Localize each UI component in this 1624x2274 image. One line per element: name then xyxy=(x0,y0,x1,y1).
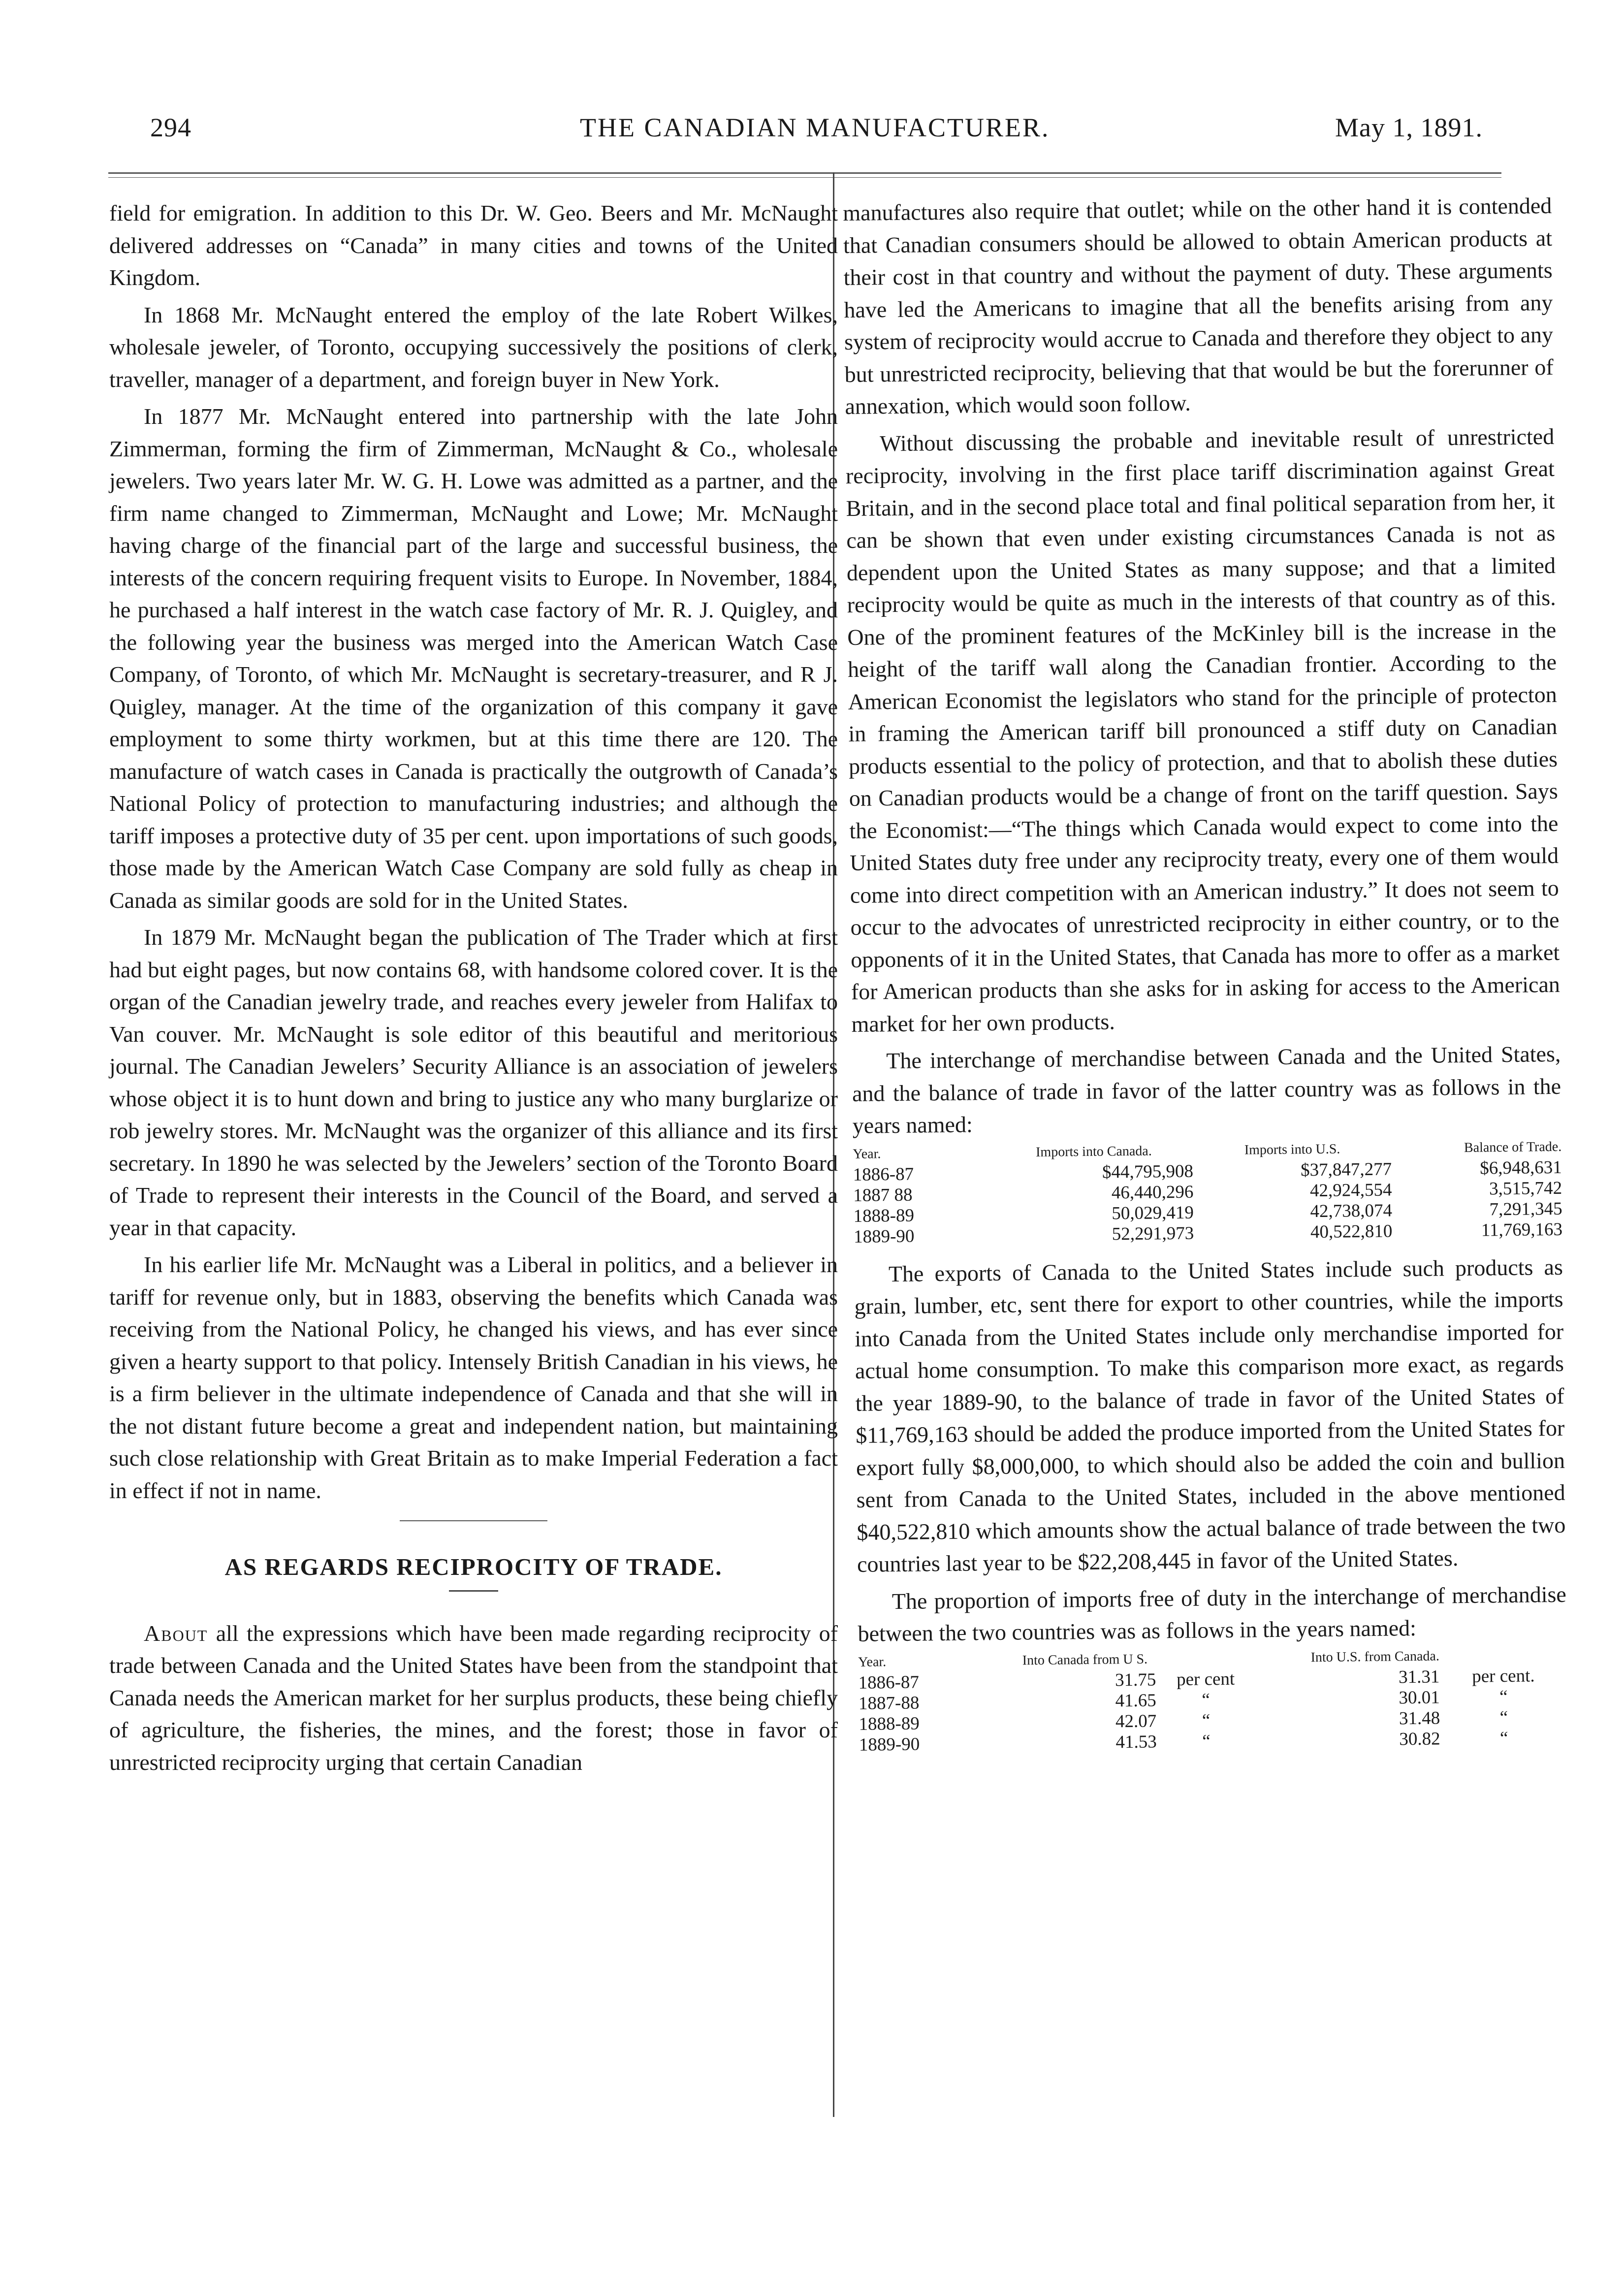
column-header xyxy=(1156,1651,1255,1669)
paragraph: The exports of Canada to the United States include such products as grain, lumber, etc, sent there for export to other countries, while the imports into Canada from the United States include only merchandise imported for actual home consumption. To make this comparison more exact, as regards the year 1889-90, to the balance of trade in favor of the United States of $11,769,163 should be added the produce imported from the United States for export fully $8,000,000, to which should also be added the coin and bullion sent from Canada to the United States, included in the above mentioned $40,522,810 which amounts show the actual balance of trade between the two countries last year to be $22,208,445 in favor of the United States. xyxy=(854,1254,1566,1577)
page-number: 294 xyxy=(150,113,191,142)
balance-of-trade-table xyxy=(853,1139,1562,1247)
table-cell: 1886-87 xyxy=(853,1164,914,1185)
table-cell: 42,924,554 xyxy=(1309,1179,1392,1201)
table-cell: 41.53 xyxy=(1115,1731,1157,1752)
table-cell: “ xyxy=(1202,1710,1210,1731)
table-cell: 31.48 xyxy=(1399,1707,1440,1729)
column-header: Imports into U.S. xyxy=(1244,1141,1340,1158)
table-cell: 41.65 xyxy=(1115,1690,1157,1711)
table-cell: “ xyxy=(1202,1689,1210,1710)
table-cell: 1889-90 xyxy=(859,1734,920,1755)
duty-free-imports-table xyxy=(858,1647,1568,1755)
left-column xyxy=(109,197,838,1778)
right-column xyxy=(843,190,1568,1766)
table-cell: 46,440,296 xyxy=(1111,1182,1194,1203)
table-cell: 52,291,973 xyxy=(1112,1223,1194,1244)
column-header: Year. xyxy=(853,1146,881,1162)
column-header: Into U.S. from Canada. xyxy=(1310,1648,1440,1665)
table-cell: 1889-90 xyxy=(853,1226,915,1247)
paragraph: In 1877 Mr. McNaught entered into partnership with the late John Zimmerman, forming the firm of Zimmerman, McNaught & Co., wholesale jewelers. Two years later Mr. W. G. H. Lowe was admitted as a partner, and the firm name changed to Zimmerman, McNaught and Lowe; Mr. McNaught having charge of the financial part of the large and successful business, the interests of the concern requiring frequent visits to Europe. In November, 1884, he purchased a half interest in the watch case factory of Mr. R. J. Quigley, and the following year the business was merged into the American Watch Case Company, of Toronto, of which Mr. McNaught is secretary-treasurer, and R J. Quigley, manager. At the time of the organization of this company it gave employment to some thirty workmen, but at this time there are 120. The manufacture of watch cases in Canada is practically the outgrowth of Canada’s National Policy of protection to manufacturing industries; and although the tariff imposes a protective duty of 35 per cent. upon importations of such goods, those made by the American Watch Case Company are sold fully as cheap in Canada as similar goods are sold for in the United States. xyxy=(109,404,838,913)
paragraph: The proportion of imports free of duty in the interchange of merchandise between the two countries was as follows in the years named: xyxy=(858,1581,1567,1646)
paragraph: In his earlier life Mr. McNaught was a Liberal in politics, and a believer in tariff for revenue only, but in 1883, observing the benefits which Canada was receiving from the National Policy, he changed his views, and has ever since given a hearty support to that policy. Intensely British Canadian in his views, he is a firm believer in the ultimate independence of Canada and that she will in the not distant future become a great and independent nation, but maintaining such close relationship with Great Britain as to make Imperial Federation a fact in effect if not in name. xyxy=(109,1252,838,1503)
paragraph: In 1868 Mr. McNaught entered the employ of the late Robert Wilkes, wholesale jeweler, of Toronto, occupying successively the positions of clerk, traveller, manager of a department, and foreign buyer in New York. xyxy=(109,302,838,392)
table-cell: 30.01 xyxy=(1399,1687,1440,1708)
table-cell: 1886-87 xyxy=(858,1672,920,1693)
table-cell: 1888-89 xyxy=(853,1205,915,1226)
table-cell: 30.82 xyxy=(1399,1728,1440,1749)
table-cell: “ xyxy=(1499,1686,1508,1707)
paragraph: field for emigration. In addition to this Dr. W. Geo. Beers and Mr. McNaught delivered addresses on “Canada” in many cities and towns of the United Kingdom. xyxy=(109,200,838,290)
table-cell: “ xyxy=(1499,1728,1508,1748)
column-header: Balance of Trade. xyxy=(1464,1139,1562,1155)
table-cell: per cent. xyxy=(1472,1665,1535,1687)
table-cell: 1888-89 xyxy=(859,1713,920,1734)
table-cell: 3,515,742 xyxy=(1489,1178,1562,1199)
section-paragraph-text: all the expressions which have been made regarding reciprocity of trade between Canada and the United States have been from the standpoint that Canada needs the American market for her surplus products, these being chiefly of agriculture, the fisheries, the mines, and the forest; those in favor of unrestricted reciprocity urging that certain Canadian xyxy=(109,1620,838,1775)
table-cell: 1887-88 xyxy=(858,1693,920,1714)
paragraph: manufactures also require that outlet; while on the other hand it is contended that Canadian consumers should be allowed to obtain American products at their cost in that country and without the payment of duty. These arguments have led the Americans to imagine that all the benefits arising from any system of reciprocity would accrue to Canada and therefore they object to any but unrestricted reciprocity, believing that that would be but the forerunner of annexation, which would soon follow. xyxy=(843,192,1554,419)
table-cell: per cent xyxy=(1176,1668,1235,1690)
table-cell: 50,029,419 xyxy=(1112,1202,1194,1223)
table-cell: 42.07 xyxy=(1115,1710,1157,1731)
section-separator xyxy=(400,1520,547,1521)
table-cell: 31.31 xyxy=(1398,1666,1440,1687)
table-cell: 1887 88 xyxy=(853,1185,913,1206)
table-cell: $37,847,277 xyxy=(1300,1158,1392,1180)
column-header: Into Canada from U S. xyxy=(1022,1651,1148,1668)
section-heading: AS REGARDS RECIPROCITY OF TRADE. xyxy=(224,1553,723,1580)
heading-underline xyxy=(449,1590,498,1592)
table-cell: 40,522,810 xyxy=(1310,1220,1393,1242)
table-cell: $44,795,908 xyxy=(1102,1161,1194,1183)
table-cell: 7,291,345 xyxy=(1489,1198,1562,1219)
column-header: Year. xyxy=(858,1654,887,1670)
paragraph: In 1879 Mr. McNaught began the publication of The Trader which at first had but eight pages, but now contains 68, with handsome colored cover. It is the organ of the Canadian jewelry trade, and reaches every jeweler from Halifax to Van couver. Mr. McNaught is sole editor of this beautiful and meritorious journal. The Canadian Jewelers’ Security Alliance is an association of jewelers whose object it is to hunt down and bring to justice any who many burglarize or rob jewelry stores. Mr. McNaught was the organizer of this alliance and its first secretary. In 1890 he was selected by the Jewelers’ section of the Toronto Board of Trade to represent their interests in the Council of the Board, and served a year in that capacity. xyxy=(109,925,838,1240)
paragraph: Without discussing the probable and inevitable result of unrestricted reciprocity, involving in the first place tariff discrimination against Great Britain, and in the second place total and final political separation from her, it can be shown that even under existing circumstances Canada is not as dependent upon the United States as many suppose; and that a limited reciprocity would be quite as much in the interests of that country as of this. One of the prominent features of the McKinley bill is the increase in the height of the tariff wall along the Canadian frontier. According to the American Economist the legislators who stand for the principle of protecton in framing the American tariff bill pronounced a stiff duty on Canadian products essential to the policy of protection, and that to abolish these duties on Canadian products would be a change of front on the tariff question. Says the Economist:—“The things which Canada would expect to come into the United States duty free under any reciprocity treaty, every one of them would come into direct competition with an American industry.” It does not seem to occur to the advocates of unrestricted reciprocity in either country, or to the opponents of it in the United States, that Canada has more to offer as a market for American products than she asks for in asking for access to the American market for her own products. xyxy=(845,423,1560,1037)
issue-date: May 1, 1891. xyxy=(1335,113,1483,142)
column-header: Imports into Canada. xyxy=(1035,1143,1152,1160)
table-cell: 31.75 xyxy=(1115,1669,1156,1690)
header-rule-thin xyxy=(108,177,1501,178)
running-title: THE CANADIAN MANUFACTURER. xyxy=(580,113,1050,142)
lead-word: About xyxy=(144,1620,208,1646)
table-cell: “ xyxy=(1202,1730,1210,1752)
header-rule xyxy=(108,172,1501,174)
table-cell: 42,738,074 xyxy=(1310,1200,1393,1221)
section-opening-paragraph xyxy=(109,1617,838,1779)
paragraph: The interchange of merchandise between Canada and the United States, and the balance of trade in favor of the latter country was as follows in the years named: xyxy=(852,1041,1561,1138)
table-cell: 11,769,163 xyxy=(1481,1219,1563,1241)
table-cell: $6,948,631 xyxy=(1480,1157,1562,1179)
table-cell: “ xyxy=(1499,1707,1508,1728)
